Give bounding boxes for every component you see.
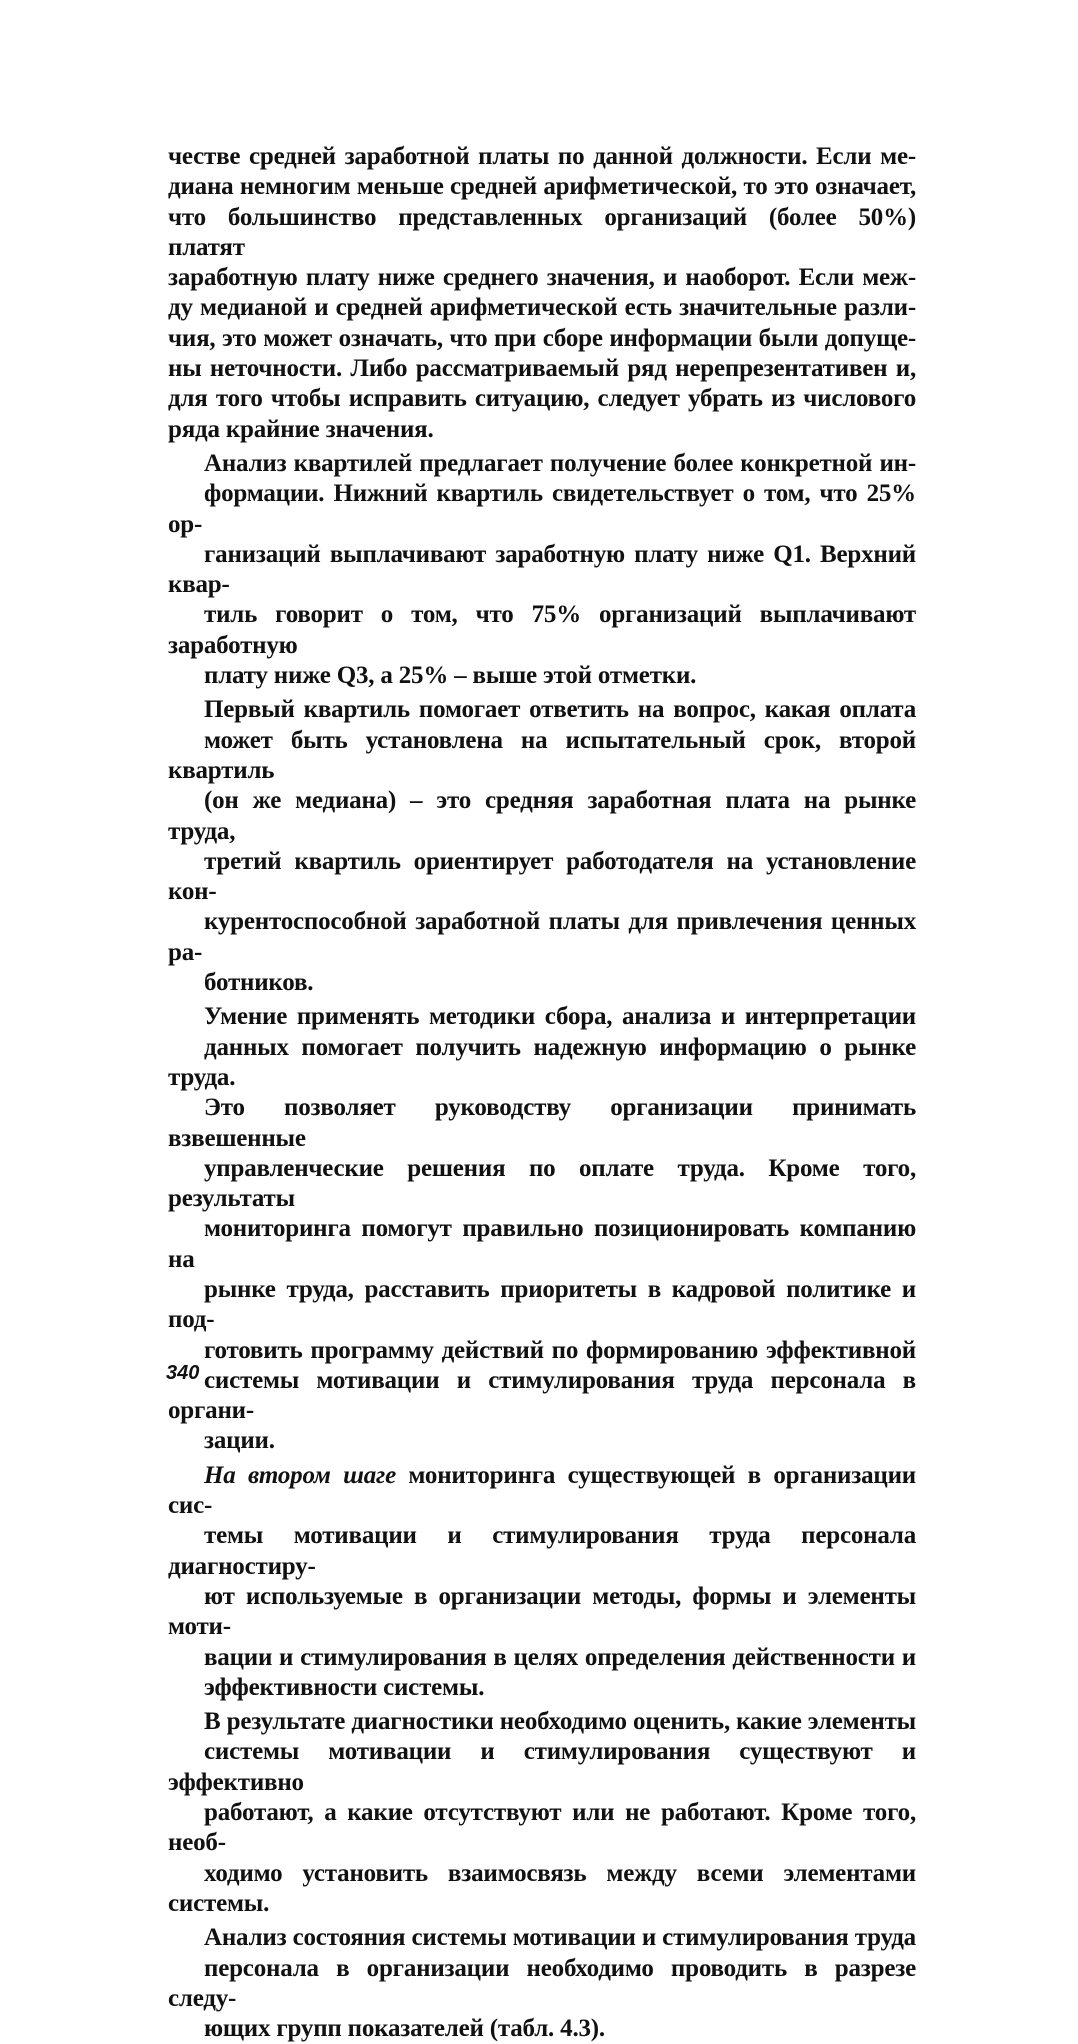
text-line: рынке труда, расставить приоритеты в кадровой политике и под-: [168, 1275, 916, 1334]
text-line: Анализ состояния системы мотивации и стимулирования труда: [204, 1924, 916, 1952]
text-line: данных помогает получить надежную информацию о рынке труда.: [168, 1033, 916, 1091]
text-line: формации. Нижний квартиль свидетельствует о том, что 25% ор-: [168, 480, 916, 538]
text-line: системы мотивации и стимулирования существуют и эффективно: [168, 1738, 916, 1796]
text-fragment: мониторинга существующей в организации сис-: [168, 1461, 916, 1520]
page-body: [168, 142, 916, 2044]
text-line: готовить программу действий по формированию эффективной: [204, 1336, 916, 1364]
text-line: тиль говорит о том, что 75% организаций выплачивают заработную: [168, 601, 916, 659]
text-line: для того чтобы исправить ситуацию, следует убрать из числового: [168, 385, 916, 413]
text-line: темы мотивации и стимулирования труда персонала диагностиру-: [168, 1522, 916, 1580]
text-line: управленческие решения по оплате труда. Кроме того, результаты: [168, 1154, 916, 1213]
text-line: В результате диагностики необходимо оценить, какие элементы: [204, 1708, 916, 1736]
text-line: Первый квартиль помогает ответить на вопрос, какая оплата: [204, 696, 916, 724]
text-line: Умение применять методики сбора, анализа и интерпретации: [204, 1003, 916, 1031]
text-line: может быть установлена на испытательный срок, второй квартиль: [168, 726, 916, 784]
text-line: ряда крайние значения.: [168, 415, 434, 443]
paragraph-first-quartile: [168, 695, 916, 998]
text-line: чия, это может означать, что при сборе информации были допуще-: [168, 324, 916, 352]
text-line: персонала в организации необходимо проводить в разрезе следу-: [168, 1954, 916, 2012]
paragraph-methods: [168, 1002, 916, 1456]
text-line: ходимо установить взаимосвязь между всеми элементами системы.: [168, 1859, 916, 1917]
text-line: зации.: [204, 1427, 275, 1455]
text-line: ющих групп показателей (табл. 4.3).: [204, 2015, 605, 2043]
page-number: 340: [166, 1362, 200, 1384]
text-line: работают, а какие отсутствуют или не работают. Кроме того, необ-: [168, 1799, 916, 1857]
paragraph-second-step: [168, 1461, 916, 1703]
paragraph-analysis: [168, 1923, 916, 2044]
text-line: ботников.: [204, 969, 314, 997]
text-line: эффективности системы.: [204, 1673, 485, 1701]
text-line: честве средней заработной платы по данной должности. Если ме-: [168, 143, 916, 170]
text-line: третий квартиль ориентирует работодателя на установление кон-: [168, 847, 916, 906]
text-line: системы мотивации и стимулирования труда персонала в органи-: [168, 1366, 916, 1425]
text-line: курентоспособной заработной платы для привлечения ценных ра-: [168, 908, 916, 966]
text-line: [168, 1461, 916, 1522]
text-line: ют используемые в организации методы, формы и элементы моти-: [168, 1582, 916, 1641]
lead-phrase: На втором шаге: [204, 1461, 396, 1489]
text-line: Анализ квартилей предлагает получение более конкретной ин-: [204, 449, 916, 477]
text-line: заработную плату ниже среднего значения, и наоборот. Если меж-: [168, 264, 916, 292]
paragraph-quartiles: [168, 449, 916, 691]
text-line: ду медианой и средней арифметической есть значительные разли-: [168, 294, 916, 322]
text-line: (он же медиана) – это средняя заработная плата на рынке труда,: [168, 787, 916, 845]
text-line: что большинство представленных организаций (более 50%) платят: [168, 203, 916, 261]
paragraph-diagnostics: [168, 1707, 916, 1919]
text-line: вации и стимулирования в целях определения действенности и: [204, 1643, 916, 1671]
text-line: ганизаций выплачивают заработную плату ниже Q1. Верхний квар-: [168, 540, 916, 599]
text-line: мониторинга помогут правильно позиционировать компанию на: [168, 1215, 916, 1273]
text-line: диана немногим меньше средней арифметической, то это означает,: [168, 173, 916, 201]
text-line: ны неточности. Либо рассматриваемый ряд нерепрезентативен и,: [168, 355, 916, 383]
text-line: плату ниже Q3, а 25% – выше этой отметки.: [204, 662, 697, 690]
paragraph-median: [168, 142, 916, 445]
text-line: Это позволяет руководству организации принимать взвешенные: [168, 1094, 916, 1152]
